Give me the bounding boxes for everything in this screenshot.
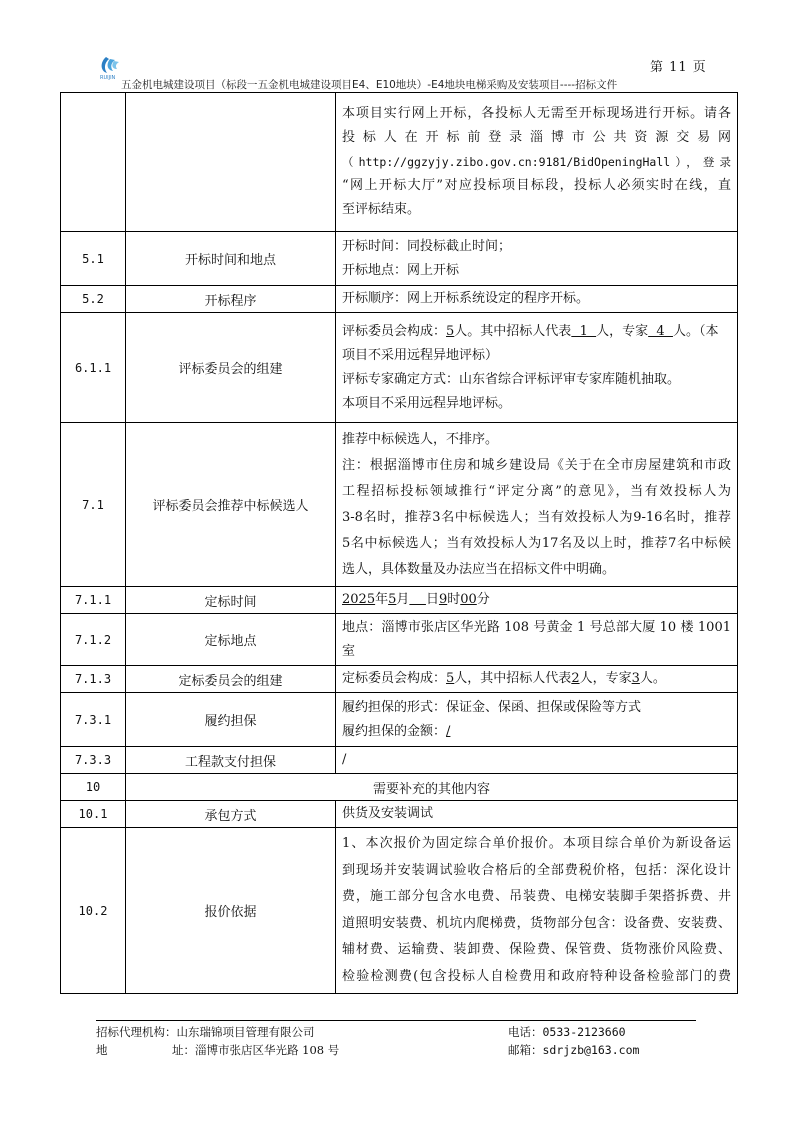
logo-text: RUIJIN [100,75,116,80]
table-row [61,587,738,614]
clause-number: 10.2 [61,828,126,994]
clause-number: 7.3.1 [61,693,126,747]
table-row: 7.1.3 定标委员会的组建 定标委员会构成：5人，其中招标人代表2人，专家3人。 [61,666,738,693]
clause-number: 7.1.3 [61,666,126,693]
clause-item: 工程款支付担保 [126,747,336,774]
section-heading: 需要补充的其他内容 [126,774,738,801]
footer-address: 地 址：淄博市张店区华光路 108 号 [96,1043,340,1057]
clause-number: 5.2 [61,286,126,313]
clause-item: 报价依据 [126,828,336,994]
clause-number: 5.1 [61,232,126,286]
page-number: 第 11 页 [650,60,707,75]
clause-item: 开标时间和地点 [126,232,336,286]
footer-email: 邮箱：sdrjzb@163.com [508,1043,640,1057]
clause-item: 评标委员会的组建 [126,313,336,423]
clause-item: 开标程序 [126,286,336,313]
table-row: 7.1.2 定标地点 地点：淄博市张店区华光路 108 号黄金 1 号总部大厦 10 楼 1001 室 [61,614,738,666]
footer-divider [96,1020,696,1021]
online-opening-note: 本项目实行网上开标，各投标人无需至开标现场进行开标。请各 投标人在开标前登录淄博市公共资源交易网 （http://ggzyjy.zibo.gov.cn:9181/BidOpeningHall），登录 “网上开标大厅”对应投标项目标段，投标人必须实时在线，直 至评标结束。 [336,93,738,232]
clause-item: 定标地点 [126,614,336,666]
table-row [61,774,738,801]
bid-data-table [60,92,738,994]
clause-number: 10.1 [61,801,126,828]
table-row: 7.3.3 工程款支付担保 / [61,747,738,774]
document-header-title: 五金机电城建设项目（标段一五金机电城建设项目E4、E10地块）-E4地块电梯采购及安装项目----招标文件 [121,79,618,91]
clause-number: 10 [61,774,126,801]
table-row: 6.1.1 评标委员会的组建 评标委员会构成：5人。其中招标人代表 1 人，专家 4 人。（本 项目不采用远程异地评标） 评标专家确定方式：山东省综合评标评审专家库随机抽取。 本项目不采用远程异地评标。 [61,313,738,423]
table-row: 5.2 开标程序 开标顺序：网上开标系统设定的程序开标。 [61,286,738,313]
footer-agency: 招标代理机构：山东瑞锦项目管理有限公司 [96,1025,315,1039]
award-date: 2025年5月 日9时00分 [336,587,738,614]
table-row: 10.2 报价依据 1、本次报价为固定综合单价报价。本项目综合单价为新设备运 到现场并安装调试验收合格后的全部费税价格，包括：深化设计 费，施工部分包含水电费、吊装费、电梯安装脚手架搭拆费、井 道照明安装费、机坑内爬梯费，货物部分包含：设备费、安装费、 辅材费、运输费、装卸费、保险费、保管费、货物涨价风险费、 检验检测费(包含投标人自检费用和政府特种设备检验部门的费 [61,828,738,994]
clause-item: 承包方式 [126,801,336,828]
table-row: 5.1 开标时间和地点 开标时间：同投标截止时间； 开标地点：网上开标 [61,232,738,286]
clause-item: 定标时间 [126,587,336,614]
table-row: 7.3.1 履约担保 履约担保的形式：保证金、保函、担保或保险等方式 履约担保的金额：/ [61,693,738,747]
clause-number: 6.1.1 [61,313,126,423]
table-row [61,93,738,232]
footer-phone: 电话：0533-2123660 [508,1025,626,1039]
table-row: 7.1 评标委员会推荐中标候选人 推荐中标候选人，不排序。 注：根据淄博市住房和城乡建设局《关于在全市房屋建筑和市政 工程招标投标领域推行“评定分离”的意见》，当有效投标人为 3-8名时，推荐3名中标候选人；当有效投标人为9-16名时，推荐 5名中标候选人；当有效投标人为17名及以上时，推荐7名中标候 选人，具体数量及办法应当在招标文件中明确。 [61,423,738,587]
clause-item: 履约担保 [126,693,336,747]
clause-number: 7.1 [61,423,126,587]
table-row: 10.1 承包方式 供货及安装调试 [61,801,738,828]
clause-item: 评标委员会推荐中标候选人 [126,423,336,587]
clause-number: 7.1.1 [61,587,126,614]
clause-number: 7.1.2 [61,614,126,666]
clause-number: 7.3.3 [61,747,126,774]
clause-item: 定标委员会的组建 [126,666,336,693]
